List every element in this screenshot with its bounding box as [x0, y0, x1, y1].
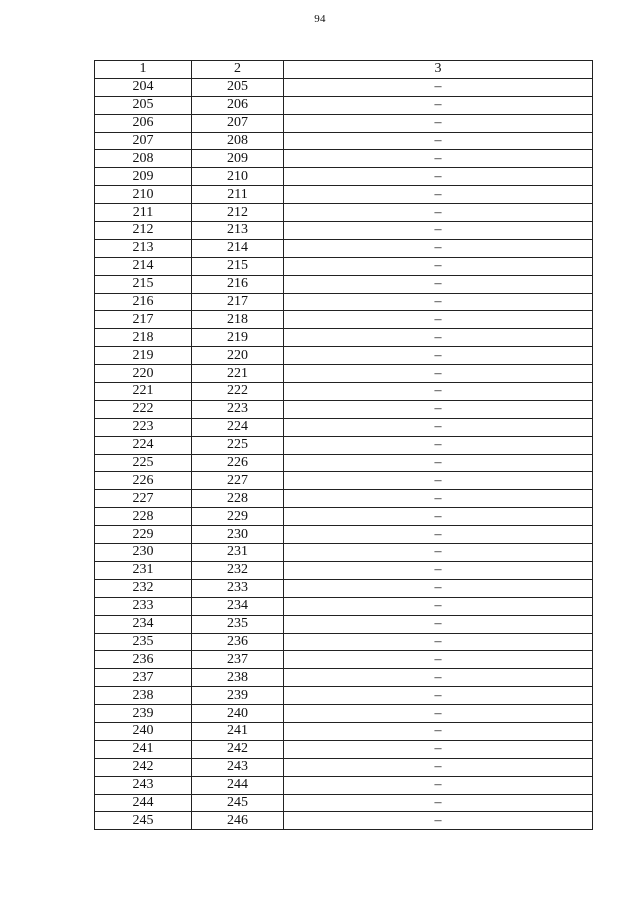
table-cell-col-3: –	[284, 436, 593, 454]
table-cell-col-1: 221	[95, 383, 192, 401]
table-cell-col-2: 236	[192, 633, 284, 651]
table-cell-col-2: 238	[192, 669, 284, 687]
table-row	[95, 150, 593, 168]
table-row	[95, 275, 593, 293]
table-row	[95, 651, 593, 669]
header-row	[95, 61, 593, 79]
table-cell-col-1: 239	[95, 705, 192, 723]
table-row	[95, 687, 593, 705]
table-cell-col-3: –	[284, 400, 593, 418]
table-cell-col-2: 234	[192, 597, 284, 615]
table-cell-col-2: 241	[192, 722, 284, 740]
table-row	[95, 311, 593, 329]
table-cell-col-2: 210	[192, 168, 284, 186]
table-cell-col-2: 209	[192, 150, 284, 168]
table-cell-col-1: 236	[95, 651, 192, 669]
table-cell-col-1: 222	[95, 400, 192, 418]
table-cell-col-3: –	[284, 275, 593, 293]
table-row	[95, 794, 593, 812]
table-cell-col-1: 229	[95, 526, 192, 544]
table-row	[95, 383, 593, 401]
table-cell-col-3: –	[284, 168, 593, 186]
column-header-3: 3	[284, 61, 593, 79]
table-cell-col-2: 224	[192, 418, 284, 436]
table-cell-col-1: 226	[95, 472, 192, 490]
table-cell-col-3: –	[284, 794, 593, 812]
table-cell-col-3: –	[284, 329, 593, 347]
table-cell-col-1: 232	[95, 579, 192, 597]
table-row	[95, 544, 593, 562]
table-cell-col-1: 241	[95, 740, 192, 758]
table-cell-col-1: 224	[95, 436, 192, 454]
table-cell-col-3: –	[284, 365, 593, 383]
table-cell-col-1: 237	[95, 669, 192, 687]
table-cell-col-3: –	[284, 812, 593, 830]
table-row	[95, 239, 593, 257]
table-row	[95, 347, 593, 365]
table-cell-col-1: 216	[95, 293, 192, 311]
table-cell-col-3: –	[284, 222, 593, 240]
table-cell-col-2: 233	[192, 579, 284, 597]
table-row	[95, 329, 593, 347]
table-cell-col-2: 245	[192, 794, 284, 812]
table-cell-col-1: 214	[95, 257, 192, 275]
table-cell-col-3: –	[284, 544, 593, 562]
table-cell-col-1: 218	[95, 329, 192, 347]
table-cell-col-1: 230	[95, 544, 192, 562]
table-cell-col-3: –	[284, 96, 593, 114]
table-cell-col-3: –	[284, 78, 593, 96]
table-cell-col-3: –	[284, 651, 593, 669]
table-row	[95, 597, 593, 615]
table-body	[95, 78, 593, 829]
table-cell-col-2: 223	[192, 400, 284, 418]
table-cell-col-1: 210	[95, 186, 192, 204]
table-row	[95, 114, 593, 132]
table-cell-col-3: –	[284, 526, 593, 544]
table-cell-col-3: –	[284, 293, 593, 311]
table-cell-col-2: 246	[192, 812, 284, 830]
table-cell-col-1: 211	[95, 204, 192, 222]
table-cell-col-2: 206	[192, 96, 284, 114]
table-cell-col-3: –	[284, 311, 593, 329]
table-cell-col-2: 221	[192, 365, 284, 383]
table-row	[95, 561, 593, 579]
table-cell-col-1: 219	[95, 347, 192, 365]
table-cell-col-3: –	[284, 347, 593, 365]
table-row	[95, 633, 593, 651]
table-cell-col-2: 212	[192, 204, 284, 222]
table-cell-col-1: 243	[95, 776, 192, 794]
table-cell-col-3: –	[284, 758, 593, 776]
table-cell-col-2: 208	[192, 132, 284, 150]
table-cell-col-1: 209	[95, 168, 192, 186]
table-cell-col-3: –	[284, 579, 593, 597]
table-cell-col-2: 232	[192, 561, 284, 579]
table-row	[95, 740, 593, 758]
table-cell-col-3: –	[284, 508, 593, 526]
table-cell-col-1: 207	[95, 132, 192, 150]
table-cell-col-2: 228	[192, 490, 284, 508]
table-cell-col-1: 234	[95, 615, 192, 633]
table-cell-col-1: 223	[95, 418, 192, 436]
table-row	[95, 293, 593, 311]
table-cell-col-2: 230	[192, 526, 284, 544]
table-cell-col-2: 220	[192, 347, 284, 365]
table-cell-col-1: 238	[95, 687, 192, 705]
table-row	[95, 776, 593, 794]
table-row	[95, 365, 593, 383]
table-cell-col-1: 208	[95, 150, 192, 168]
table-cell-col-2: 243	[192, 758, 284, 776]
table-row	[95, 418, 593, 436]
table-cell-col-3: –	[284, 740, 593, 758]
table-cell-col-1: 215	[95, 275, 192, 293]
table-cell-col-1: 242	[95, 758, 192, 776]
table-row	[95, 400, 593, 418]
table-cell-col-3: –	[284, 383, 593, 401]
table-cell-col-2: 239	[192, 687, 284, 705]
table-row	[95, 579, 593, 597]
table-cell-col-3: –	[284, 776, 593, 794]
table-cell-col-3: –	[284, 132, 593, 150]
table-row	[95, 508, 593, 526]
table-row	[95, 222, 593, 240]
table-row	[95, 615, 593, 633]
table-cell-col-2: 242	[192, 740, 284, 758]
table-cell-col-3: –	[284, 633, 593, 651]
table-cell-col-1: 220	[95, 365, 192, 383]
table-cell-col-2: 237	[192, 651, 284, 669]
table-cell-col-1: 231	[95, 561, 192, 579]
table-header	[95, 61, 593, 79]
table-cell-col-2: 225	[192, 436, 284, 454]
table-cell-col-2: 205	[192, 78, 284, 96]
table-cell-col-2: 211	[192, 186, 284, 204]
table-cell-col-1: 240	[95, 722, 192, 740]
table-cell-col-3: –	[284, 472, 593, 490]
table-cell-col-2: 219	[192, 329, 284, 347]
table-cell-col-2: 216	[192, 275, 284, 293]
table-cell-col-3: –	[284, 687, 593, 705]
table-cell-col-2: 231	[192, 544, 284, 562]
table-cell-col-1: 225	[95, 454, 192, 472]
page-number: 94	[314, 13, 326, 25]
table-row	[95, 454, 593, 472]
table-cell-col-1: 233	[95, 597, 192, 615]
table-row	[95, 526, 593, 544]
table-cell-col-2: 215	[192, 257, 284, 275]
table-row	[95, 722, 593, 740]
table-row	[95, 758, 593, 776]
table-cell-col-2: 240	[192, 705, 284, 723]
table-row	[95, 472, 593, 490]
table-cell-col-3: –	[284, 239, 593, 257]
table-cell-col-1: 227	[95, 490, 192, 508]
table-cell-col-1: 205	[95, 96, 192, 114]
column-header-1: 1	[95, 61, 192, 79]
table-cell-col-2: 214	[192, 239, 284, 257]
table-cell-col-1: 206	[95, 114, 192, 132]
table-cell-col-3: –	[284, 114, 593, 132]
table-cell-col-2: 244	[192, 776, 284, 794]
table-cell-col-3: –	[284, 669, 593, 687]
data-table	[94, 60, 593, 830]
table-cell-col-1: 212	[95, 222, 192, 240]
table-row	[95, 78, 593, 96]
table-row	[95, 257, 593, 275]
table-cell-col-3: –	[284, 257, 593, 275]
table-cell-col-2: 213	[192, 222, 284, 240]
table-row	[95, 705, 593, 723]
table-cell-col-3: –	[284, 490, 593, 508]
table-cell-col-3: –	[284, 186, 593, 204]
table-cell-col-3: –	[284, 454, 593, 472]
column-header-2: 2	[192, 61, 284, 79]
table-row	[95, 132, 593, 150]
table-cell-col-2: 229	[192, 508, 284, 526]
table-row	[95, 168, 593, 186]
table-cell-col-3: –	[284, 418, 593, 436]
table-cell-col-2: 217	[192, 293, 284, 311]
table-cell-col-2: 227	[192, 472, 284, 490]
table-row	[95, 436, 593, 454]
table-row	[95, 812, 593, 830]
table-row	[95, 186, 593, 204]
table-row	[95, 669, 593, 687]
table-cell-col-3: –	[284, 150, 593, 168]
table-cell-col-1: 228	[95, 508, 192, 526]
table-cell-col-3: –	[284, 705, 593, 723]
table-cell-col-1: 204	[95, 78, 192, 96]
table-cell-col-2: 218	[192, 311, 284, 329]
table-cell-col-1: 235	[95, 633, 192, 651]
table-row	[95, 204, 593, 222]
table-cell-col-2: 235	[192, 615, 284, 633]
table-cell-col-1: 213	[95, 239, 192, 257]
table-cell-col-2: 207	[192, 114, 284, 132]
table-cell-col-1: 217	[95, 311, 192, 329]
table-cell-col-2: 226	[192, 454, 284, 472]
table-row	[95, 490, 593, 508]
table-cell-col-3: –	[284, 722, 593, 740]
table-cell-col-3: –	[284, 561, 593, 579]
table-cell-col-3: –	[284, 615, 593, 633]
table-cell-col-3: –	[284, 597, 593, 615]
table-cell-col-3: –	[284, 204, 593, 222]
table-cell-col-2: 222	[192, 383, 284, 401]
table-cell-col-1: 244	[95, 794, 192, 812]
table-cell-col-1: 245	[95, 812, 192, 830]
table-row	[95, 96, 593, 114]
